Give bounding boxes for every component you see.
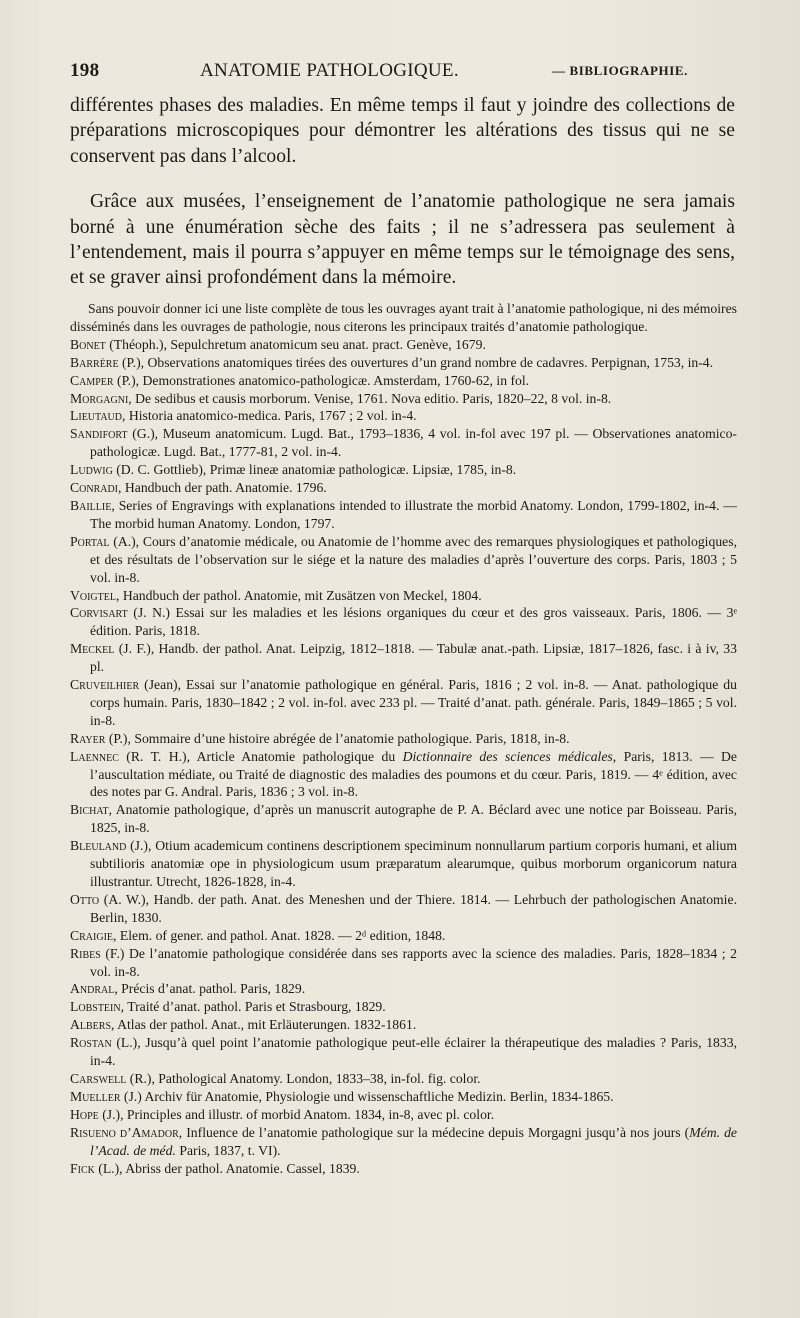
entry-text: , Traité d’anat. pathol. Paris et Strasbourg, 1829. xyxy=(120,999,386,1015)
entry-text: (A.), Cours d’anatomie médicale, ou Anatomie de l’homme avec des remarques physiologiques et pathologiques, et des résultats de l’observation sur le siége et la nature des maladies d’après l’ouverture des corps. Paris, 1803 ; 5 vol. in-8. xyxy=(90,533,737,585)
entry-text: , Atlas der pathol. Anat., mit Erläuterungen. 1832-1861. xyxy=(111,1017,417,1033)
entry-author: Bleuland xyxy=(70,838,127,854)
entry-text: (P.), Demonstrationes anatomico-pathologicæ. Amsterdam, 1760-62, in fol. xyxy=(113,372,530,388)
entry-author: Sandifort xyxy=(70,426,128,442)
entry-text: , Historia anatomico-medica. Paris, 1767 ; 2 vol. in-4. xyxy=(122,408,417,424)
bibliography-entry xyxy=(70,945,737,981)
bibliography-entry xyxy=(70,1106,737,1124)
entry-author: Meckel xyxy=(70,641,115,657)
bibliography-entry xyxy=(70,533,737,587)
entry-author: Laennec xyxy=(70,748,119,764)
paragraph: différentes phases des maladies. En même temps il faut y joindre des collections de préparations microscopiques pour démontrer les altérations des tissus qui ne se conservent pas dans l’alcool. xyxy=(70,95,735,167)
entry-author: Barrère xyxy=(70,354,119,370)
entry-text: , Anatomie pathologique, d’après un manuscrit autographe de P. A. Béclard avec une notice par Boisseau. Paris, 1825, in-8. xyxy=(90,802,737,836)
bibliography-entry xyxy=(70,837,737,891)
entry-text: (L.), Jusqu’à quel point l’anatomie pathologique peut-elle éclairer la thérapeutique des maladies ? Paris, 1833, in-4. xyxy=(90,1035,737,1069)
bibliography-entry xyxy=(70,604,737,640)
bibliography-entry xyxy=(70,1088,737,1106)
entry-author: Otto xyxy=(70,891,100,907)
bibliography-entry xyxy=(70,891,737,927)
page-number: 198 xyxy=(70,60,100,81)
running-header xyxy=(70,60,735,88)
bibliography-entry xyxy=(70,676,737,730)
section-label: — BIBLIOGRAPHIE. xyxy=(552,63,689,78)
entry-text: (R. T. H.), Article Anatomie pathologique du xyxy=(118,748,403,764)
bibliography-entry xyxy=(70,998,737,1016)
bibliography-entry xyxy=(70,425,737,461)
entry-author: Morgagni xyxy=(70,390,129,406)
bibliography-entry xyxy=(70,730,737,748)
bibliography-intro: Sans pouvoir donner ici une liste complète de tous les ouvrages ayant trait à l’anatomie pathologique, ni des mémoires disséminés dans les ouvrages de pathologie, nous citerons les principaux traités d’anatomie pathologique. xyxy=(70,301,737,334)
bibliography-list xyxy=(70,336,737,1178)
entry-text: (A. W.), Handb. der path. Anat. des Meneshen und der Thiere. 1814. — Lehrbuch der pathologischen Anatomie. Berlin, 1830. xyxy=(90,891,737,925)
entry-text: (G.), Museum anatomicum. Lugd. Bat., 1793–1836, 4 vol. in-fol avec 197 pl. — Observationes anatomico-pathologicæ. Lugd. Bat., 1777-81, 2 vol. in-4. xyxy=(90,426,737,460)
entry-italic-title: Dictionnaire des sciences médicales xyxy=(402,748,613,764)
entry-author: Carswell xyxy=(70,1070,127,1086)
bibliography xyxy=(70,300,737,1177)
running-title: ANATOMIE PATHOLOGIQUE. xyxy=(200,60,459,81)
entry-author: Camper xyxy=(70,372,114,388)
paragraph: Grâce aux musées, l’enseignement de l’anatomie pathologique ne sera jamais borné à une énumération sèche des faits ; il ne s’adressera pas seulement à l’entendement, mais il pourra s’appuyer en même temps sur le témoignage des sens, et se graver ainsi profondément dans la mémoire. xyxy=(70,191,735,289)
entry-author: Hope xyxy=(70,1106,99,1122)
entry-author: Ribes xyxy=(70,945,101,961)
bibliography-entry xyxy=(70,640,737,676)
entry-author: Corvisart xyxy=(70,605,128,621)
entry-text: (F.) De l’anatomie pathologique considérée dans ses rapports avec la science des maladies. Paris, 1828–1834 ; 2 vol. in-8. xyxy=(90,945,737,979)
entry-author: Bichat xyxy=(70,802,109,818)
entry-text-continued: , Paris, 1813. — De l’auscultation médiate, ou Traité de diagnostic des maladies des poumons et du cœur. Paris, 1819. — 4ᵉ édition, avec des notes par G. Andral. Paris, 1836 ; 3 vol. in-8. xyxy=(90,748,737,800)
bibliography-entry xyxy=(70,372,737,390)
entry-author: Voigtel xyxy=(70,587,116,603)
entry-text: (J.), Principles and illustr. of morbid Anatom. 1834, in-8, avec pl. color. xyxy=(98,1106,495,1122)
entry-text: , Influence de l’anatomie pathologique sur la médecine depuis Morgagni jusqu’à nos jours ( xyxy=(178,1124,690,1140)
entry-author: Rayer xyxy=(70,730,106,746)
main-text xyxy=(70,93,735,291)
bibliography-entry xyxy=(70,1124,737,1160)
entry-text: (R.), Pathological Anatomy. London, 1833–38, in-fol. fig. color. xyxy=(126,1070,481,1086)
entry-author: Mueller xyxy=(70,1088,121,1104)
entry-text: (Jean), Essai sur l’anatomie pathologique en général. Paris, 1816 ; 2 vol. in-8. — Anat. pathologique du corps humain. Paris, 1830–1842 ; 2 vol. in-fol. avec 233 pl. — Traité d’anat. path. générale. Paris, 1849–1865 ; 5 vol. in-8. xyxy=(90,677,737,728)
bibliography-entry xyxy=(70,354,737,372)
entry-author: Portal xyxy=(70,533,110,549)
entry-author: Craigie xyxy=(70,927,114,943)
entry-text: (L.), Abriss der pathol. Anatomie. Cassel, 1839. xyxy=(94,1160,360,1176)
entry-text: , De sedibus et causis morborum. Venise, 1761. Nova editio. Paris, 1820–22, 8 vol. in-8. xyxy=(128,390,612,406)
entry-author: Lieutaud xyxy=(70,408,122,424)
entry-text: (J.), Otium academicum continens descriptionem speciminum nonnullarum partium corporis humani, et alium subtilioris anatomiæ ope in physiologicum usum præparatum alearumque, quibus morborum organicorum natura illustrantur. Utrecht, 1826-1828, in-4. xyxy=(90,838,737,889)
entry-author: Conradi xyxy=(70,480,119,496)
bibliography-entry xyxy=(70,461,737,479)
bibliography-entry xyxy=(70,336,737,354)
entry-text: , Elem. of gener. and pathol. Anat. 1828. — 2ᵈ edition, 1848. xyxy=(113,927,446,943)
entry-text: (J. N.) Essai sur les maladies et les lésions organiques du cœur et des gros vaisseaux. Paris, 1806. — 3ᵉ édition. Paris, 1818. xyxy=(90,605,737,639)
bibliography-entry xyxy=(70,801,737,837)
bibliography-entry xyxy=(70,587,737,605)
bibliography-entry xyxy=(70,407,737,425)
entry-text: , Handbuch der path. Anatomie. 1796. xyxy=(118,480,327,496)
entry-text: , Series of Engravings with explanations intended to illustrate the morbid Anatomy. London, 1799-1802, in-4. — The morbid human Anatomy. London, 1797. xyxy=(90,497,737,531)
entry-text: (J.) Archiv für Anatomie, Physiologie und wissenschaftliche Medizin. Berlin, 1834-1865. xyxy=(120,1088,614,1104)
entry-text: (D. C. Gottlieb), Primæ lineæ anatomiæ pathologicæ. Lipsiæ, 1785, in-8. xyxy=(112,462,517,478)
bibliography-entry xyxy=(70,497,737,533)
entry-text: , Handbuch der pathol. Anatomie, mit Zusätzen von Meckel, 1804. xyxy=(115,587,482,603)
bibliography-entry xyxy=(70,748,737,802)
entry-text: (P.), Observations anatomiques tirées des ouvertures d’un grand nombre de cadavres. Perpignan, 1753, in-4. xyxy=(118,354,714,370)
bibliography-entry xyxy=(70,1016,737,1034)
entry-author: Ludwig xyxy=(70,462,113,478)
entry-text-continued: Paris, 1837, t. VI). xyxy=(175,1142,281,1158)
entry-text: (Théoph.), Sepulchretum anatomicum seu anat. pract. Genève, 1679. xyxy=(105,336,486,352)
entry-author: Bonet xyxy=(70,336,106,352)
bibliography-entry xyxy=(70,1160,737,1178)
entry-italic-title: Mém. de l’Acad. de méd. xyxy=(90,1124,738,1158)
bibliography-entry xyxy=(70,390,737,408)
bibliography-entry xyxy=(70,927,737,945)
entry-author: Cruveilhier xyxy=(70,677,140,693)
bibliography-entry xyxy=(70,1034,737,1070)
entry-author: Rostan xyxy=(70,1035,112,1051)
entry-text: (P.), Sommaire d’une histoire abrégée de l’anatomie pathologique. Paris, 1818, in-8. xyxy=(105,730,570,746)
bibliography-entry xyxy=(70,980,737,998)
bibliography-entry xyxy=(70,1070,737,1088)
bibliography-entry xyxy=(70,479,737,497)
entry-author: Lobstein xyxy=(70,999,121,1015)
entry-text: , Précis d’anat. pathol. Paris, 1829. xyxy=(114,981,306,997)
entry-author: Risueno d’Amador xyxy=(70,1124,179,1140)
entry-author: Fick xyxy=(70,1160,95,1176)
entry-author: Albers xyxy=(70,1017,112,1033)
entry-author: Andral xyxy=(70,981,115,997)
entry-author: Baillie xyxy=(70,497,112,513)
entry-text: (J. F.), Handb. der pathol. Anat. Leipzig, 1812–1818. — Tabulæ anat.-path. Lipsiæ, 1817–1826, fasc. i à iv, 33 pl. xyxy=(90,641,737,675)
